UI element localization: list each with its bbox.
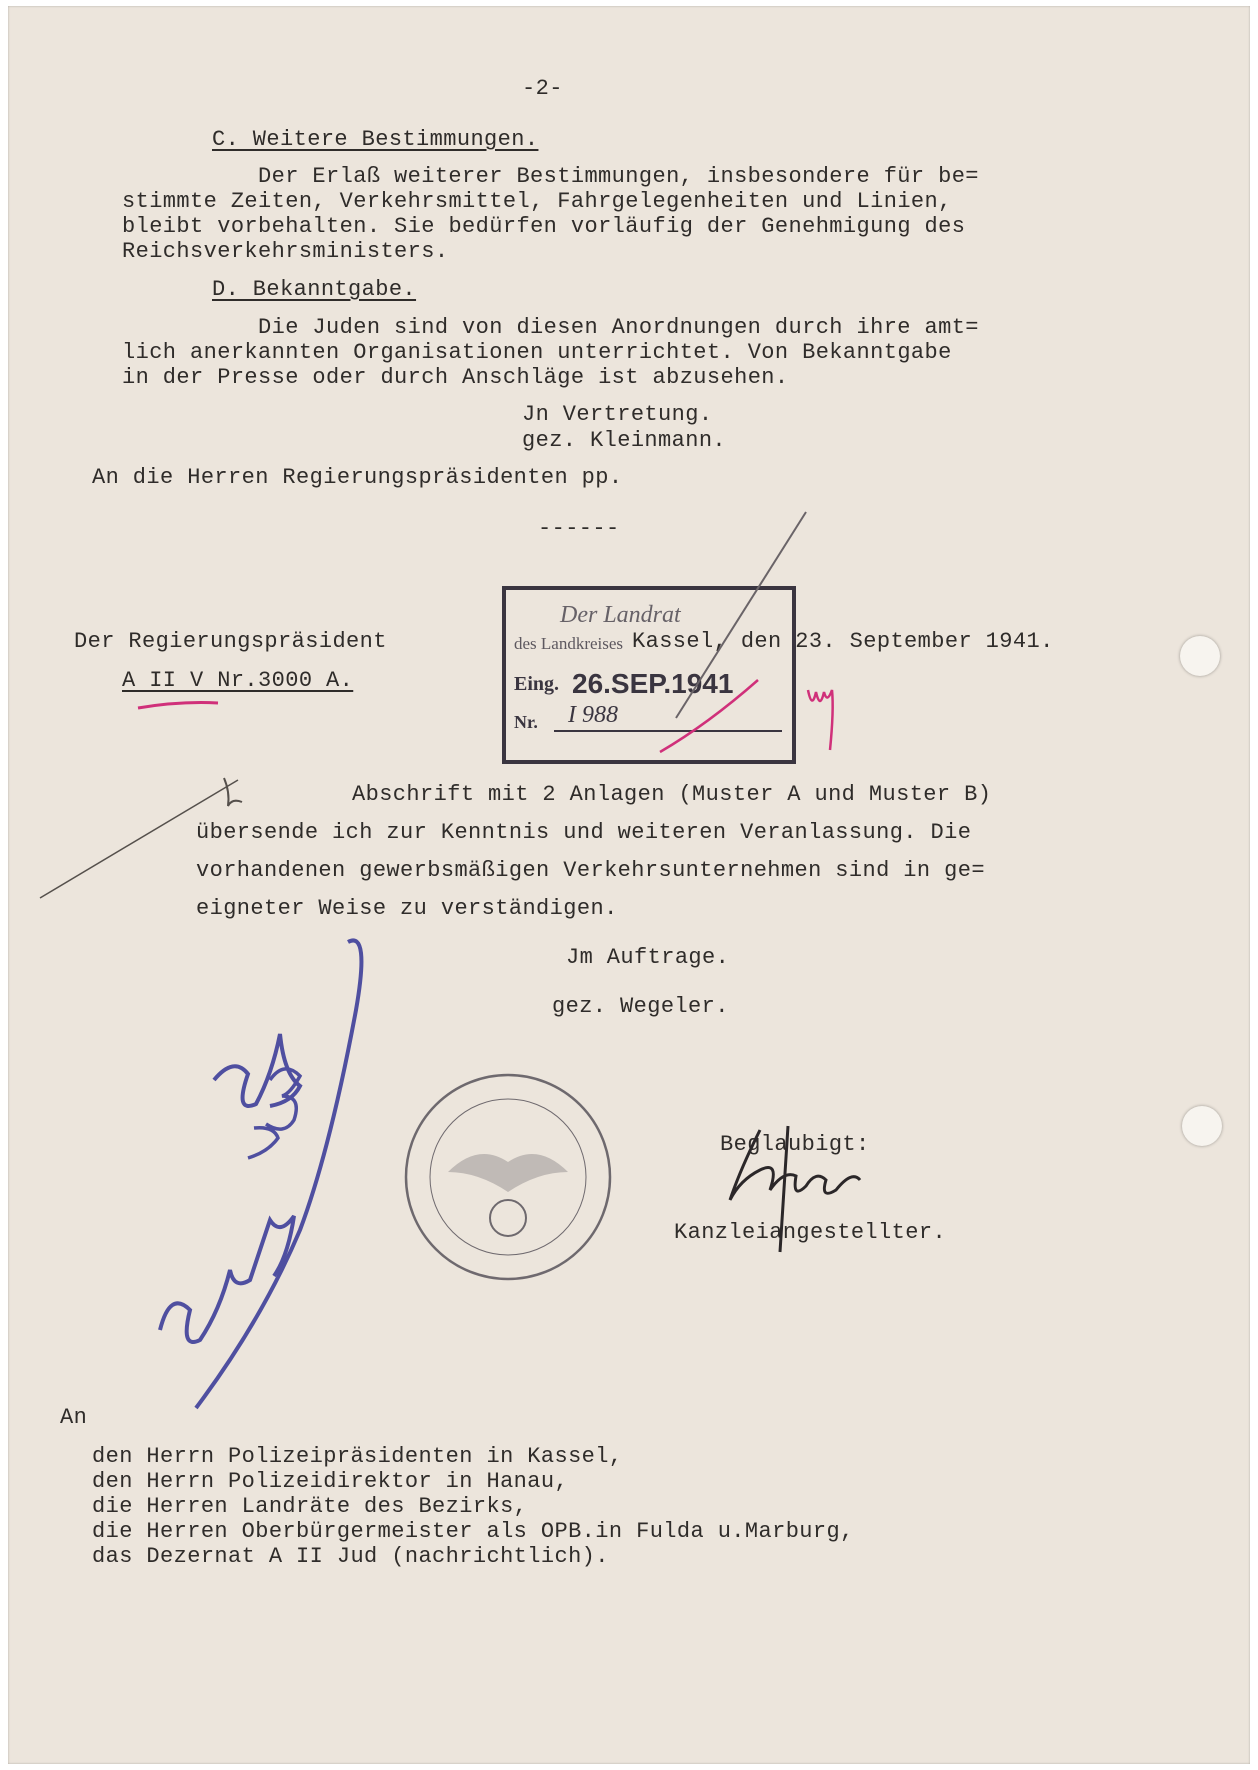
signoff-2-line2: gez. Wegeler.	[552, 994, 729, 1019]
stamp-date: 26.SEP.1941	[572, 668, 734, 699]
recipient-line: die Herren Landräte des Bezirks,	[92, 1494, 528, 1519]
page-number: -2-	[522, 76, 563, 101]
stamp-line2: des Landkreises	[514, 634, 624, 653]
stamp-line1: Der Landrat	[560, 602, 681, 628]
signature	[730, 1126, 860, 1252]
magenta-diagonal-stamp	[660, 680, 758, 752]
stamp-nr-label: Nr.	[514, 712, 538, 732]
pencil-diagonal-left	[40, 780, 238, 898]
section-c-line: Reichsverkehrsministers.	[122, 239, 449, 264]
body-line: Abschrift mit 2 Anlagen (Muster A und Muster B)	[352, 782, 992, 807]
blue-number-scribble	[248, 1069, 300, 1158]
magenta-initials	[808, 690, 833, 750]
section-c-line: Der Erlaß weiterer Bestimmungen, insbesondere für be=	[258, 164, 979, 189]
section-d-line: lich anerkannten Organisationen unterrichtet. Von Bekanntgabe	[122, 340, 952, 365]
body-line: eigneter Weise zu verständigen.	[196, 896, 618, 921]
signoff-1-line1: Jn Vertretung.	[522, 402, 713, 427]
stamp-eing-label: Eing.	[514, 673, 560, 695]
place-date: Kassel, den 23. September 1941.	[632, 629, 1054, 654]
section-d-line: in der Presse oder durch Anschläge ist abzusehen.	[122, 365, 789, 390]
recipient-line: die Herren Oberbürgermeister als OPB.in Fulda u.Marburg,	[92, 1519, 854, 1544]
section-c-line: stimmte Zeiten, Verkehrsmittel, Fahrgelegenheiten und Linien,	[122, 189, 952, 214]
blue-long-stroke	[196, 940, 361, 1408]
signoff-1-line2: gez. Kleinmann.	[522, 428, 727, 453]
recipient-line: den Herrn Polizeidirektor in Hanau,	[92, 1469, 569, 1494]
pencil-diagonal-stamp	[676, 512, 806, 718]
section-c-heading: C. Weitere Bestimmungen.	[212, 127, 539, 152]
body-line: übersende ich zur Kenntnis und weiteren Veranlassung. Die	[196, 820, 972, 845]
certification-label: Beglaubigt:	[720, 1132, 870, 1157]
addressee-1: An die Herren Regierungspräsidenten pp.	[92, 465, 623, 490]
divider: ------	[538, 516, 620, 541]
certification-role: Kanzleiangestellter.	[674, 1220, 947, 1245]
magenta-underline	[138, 703, 218, 708]
section-d-line: Die Juden sind von diesen Anordnungen durch ihre amt=	[258, 315, 979, 340]
blue-scribble-lower	[160, 1216, 294, 1342]
sender-title: Der Regierungspräsident	[74, 629, 387, 654]
sender-ref: A II V Nr.3000 A.	[122, 668, 354, 693]
body-line: vorhandenen gewerbsmäßigen Verkehrsunternehmen sind in ge=	[196, 858, 985, 883]
recipient-line: den Herrn Polizeipräsidenten in Kassel,	[92, 1444, 623, 1469]
official-seal	[406, 1075, 610, 1279]
stamp-nr-value: I 988	[568, 702, 618, 728]
signoff-2-line1: Jm Auftrage.	[566, 945, 730, 970]
section-c-line: bleibt vorbehalten. Sie bedürfen vorläufig der Genehmigung des	[122, 214, 966, 239]
recipients-label: An	[60, 1405, 88, 1430]
recipient-line: das Dezernat A II Jud (nachrichtlich).	[92, 1544, 609, 1569]
section-d-heading: D. Bekanntgabe.	[212, 277, 417, 302]
